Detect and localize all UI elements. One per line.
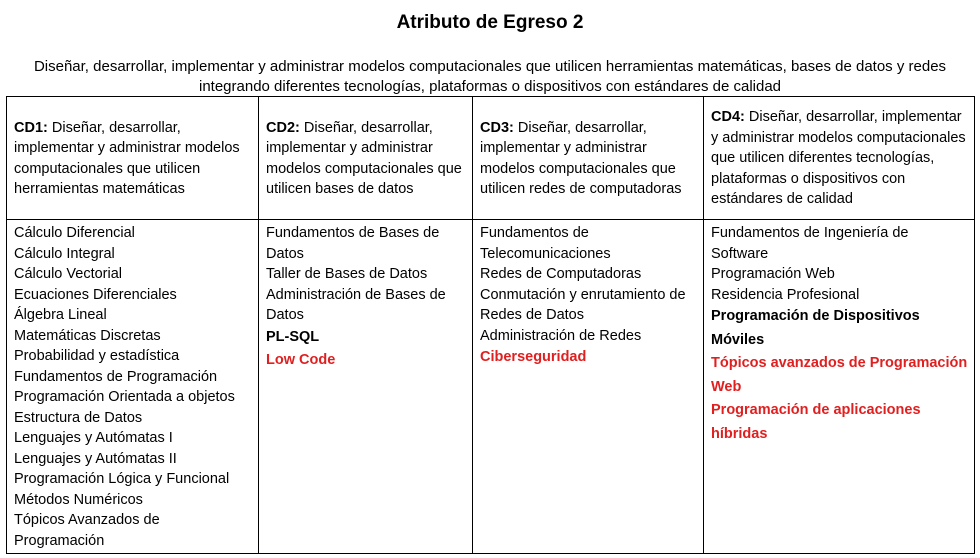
cd3-description: Diseñar, desarrollar, implementar y administrar modelos computacionales que utilicen redes de computadoras <box>480 119 682 197</box>
subject-item: Programación Orientada a objetos <box>14 389 235 405</box>
subject-item: Métodos Numéricos <box>14 491 143 508</box>
subject-item: Programación de Dispositivos Móviles <box>711 308 920 348</box>
cd3-header-cell <box>473 97 704 220</box>
cd1-description: Diseñar, desarrollar, implementar y administrar modelos computacionales que utilicen herramientas matemáticas <box>14 119 240 197</box>
subject-item: Taller de Bases de Datos <box>266 266 428 282</box>
subject-item: Administración de Bases de Datos <box>266 286 446 323</box>
cd2-subjects-cell <box>259 220 473 554</box>
subject-item: Ecuaciones Diferenciales <box>14 286 177 303</box>
subject-item: Programación Web <box>711 266 835 282</box>
subject-item: Estructura de Datos <box>14 409 143 426</box>
subject-item: Matemáticas Discretas <box>14 327 161 344</box>
cd3-code: CD3: <box>480 119 514 136</box>
subject-item: Cálculo Diferencial <box>14 225 135 241</box>
subject-item: Fundamentos de Programación <box>14 368 218 385</box>
page-title: Atributo de Egreso 2 <box>396 12 584 33</box>
cd4-description: Diseñar, desarrollar, implementar y administrar modelos computacionales que utilicen diferentes tecnologías, plataformas o dispositivos con estándares de calidad <box>711 109 966 208</box>
subjects-row <box>7 220 975 554</box>
subject-item: Conmutación y enrutamiento de Redes de Datos <box>480 286 686 323</box>
cd2-description: Diseñar, desarrollar, implementar y administrar modelos computacionales que utilicen bases de datos <box>266 119 462 197</box>
cd3-subjects-cell <box>473 220 704 554</box>
attribute-description: Diseñar, desarrollar, implementar y administrar modelos computacionales que utilicen herramientas matemáticas, bases de datos y redes integrando diferentes tecnologías, plataformas o dispositivos con estándares de calidad <box>33 58 947 95</box>
subject-item: Administración de Redes <box>480 327 642 344</box>
subject-item: Tópicos avanzados de Programación Web <box>711 355 968 395</box>
subject-item: Probabilidad y estadística <box>14 348 180 364</box>
cd2-header-cell <box>259 97 473 220</box>
subject-item: Ciberseguridad <box>480 349 587 365</box>
subject-item: Álgebra Lineal <box>14 307 107 323</box>
subject-item: Redes de Computadoras <box>480 266 642 282</box>
subject-item: Lenguajes y Autómatas I <box>14 430 173 446</box>
subject-item: Fundamentos de Bases de Datos <box>266 225 440 262</box>
cd1-code: CD1: <box>14 119 48 136</box>
cd4-subjects-cell <box>704 220 975 554</box>
subject-item: Fundamentos de Telecomunicaciones <box>480 225 611 262</box>
cd1-subjects-cell <box>7 220 259 554</box>
subject-item: Fundamentos de Ingeniería de Software <box>711 225 909 262</box>
cd1-header-cell <box>7 97 259 220</box>
subject-item: Cálculo Integral <box>14 245 115 262</box>
cd4-code: CD4: <box>711 109 745 126</box>
subject-item: Low Code <box>266 352 336 368</box>
cd4-header-cell <box>704 97 975 220</box>
competency-table <box>6 96 975 554</box>
subject-item: Cálculo Vectorial <box>14 266 122 282</box>
subject-item: Programación Lógica y Funcional <box>14 471 230 487</box>
subject-item: Programación de aplicaciones híbridas <box>711 402 921 442</box>
subject-item: Tópicos Avanzados de Programación <box>14 512 160 549</box>
cd2-code: CD2: <box>266 119 300 136</box>
subject-item: Residencia Profesional <box>711 286 860 303</box>
subject-item: PL-SQL <box>266 328 320 345</box>
subject-item: Lenguajes y Autómatas II <box>14 450 177 467</box>
header-row <box>7 97 975 220</box>
